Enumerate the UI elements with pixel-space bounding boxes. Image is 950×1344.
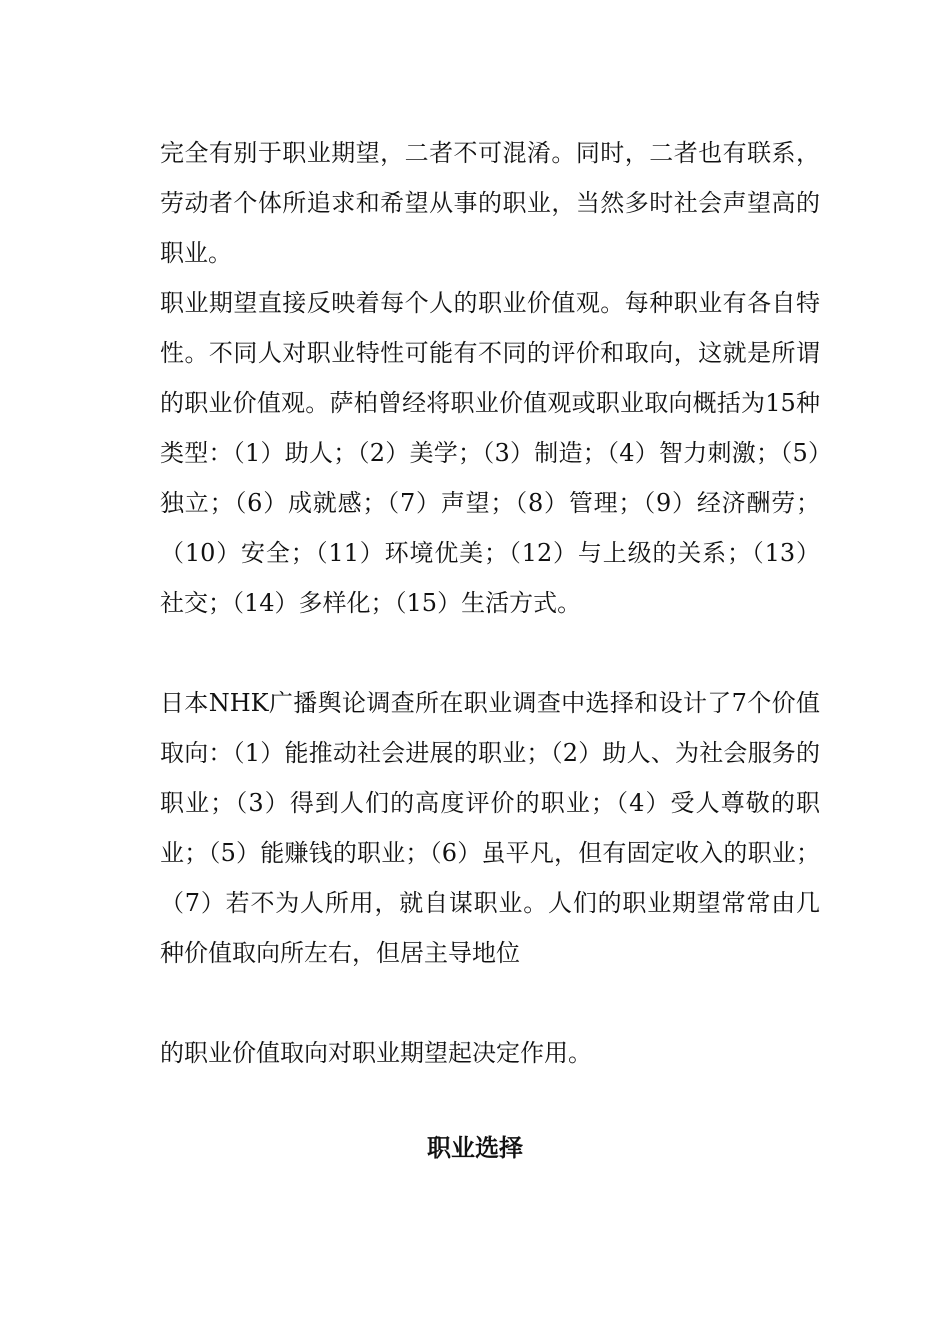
paragraph-career-values-super: 职业期望直接反映着每个人的职业价值观。每种职业有各自特性。不同人对职业特性可能有不同的评价和取向，这就是所谓的职业价值观。萨柏曾经将职业价值观或职业取向概括为15种类型：（1）助人；（2）美学；（3）制造；（4）智力刺激；（5）独立；（6）成就感；（7）声望；（8）管理；（9）经济酬劳；（10）安全；（11）环境优美；（12）与上级的关系；（13）社交；（14）多样化；（15）生活方式。 [160, 289, 820, 617]
paragraph-dominant-value-conclusion: 的职业价值取向对职业期望起决定作用。 [160, 1039, 592, 1067]
paragraph-career-expectation-distinction: 完全有别于职业期望，二者不可混淆。同时，二者也有联系，劳动者个体所追求和希望从事的职业，当然多时社会声望高的职业。 [160, 139, 820, 267]
paragraph-nhk-value-orientations: 日本NHK广播舆论调查所在职业调查中选择和设计了7个价值取向：（1）能推动社会进展的职业；（2）助人、为社会服务的职业；（3）得到人们的高度评价的职业；（4）受人尊敬的职业；（5）能赚钱的职业；（6）虽平凡，但有固定收入的职业；（7）若不为人所用，就自谋职业。人们的职业期望常常由几种价值取向所左右，但居主导地位 [160, 689, 820, 967]
section-heading-career-choice: 职业选择 [427, 1134, 523, 1162]
